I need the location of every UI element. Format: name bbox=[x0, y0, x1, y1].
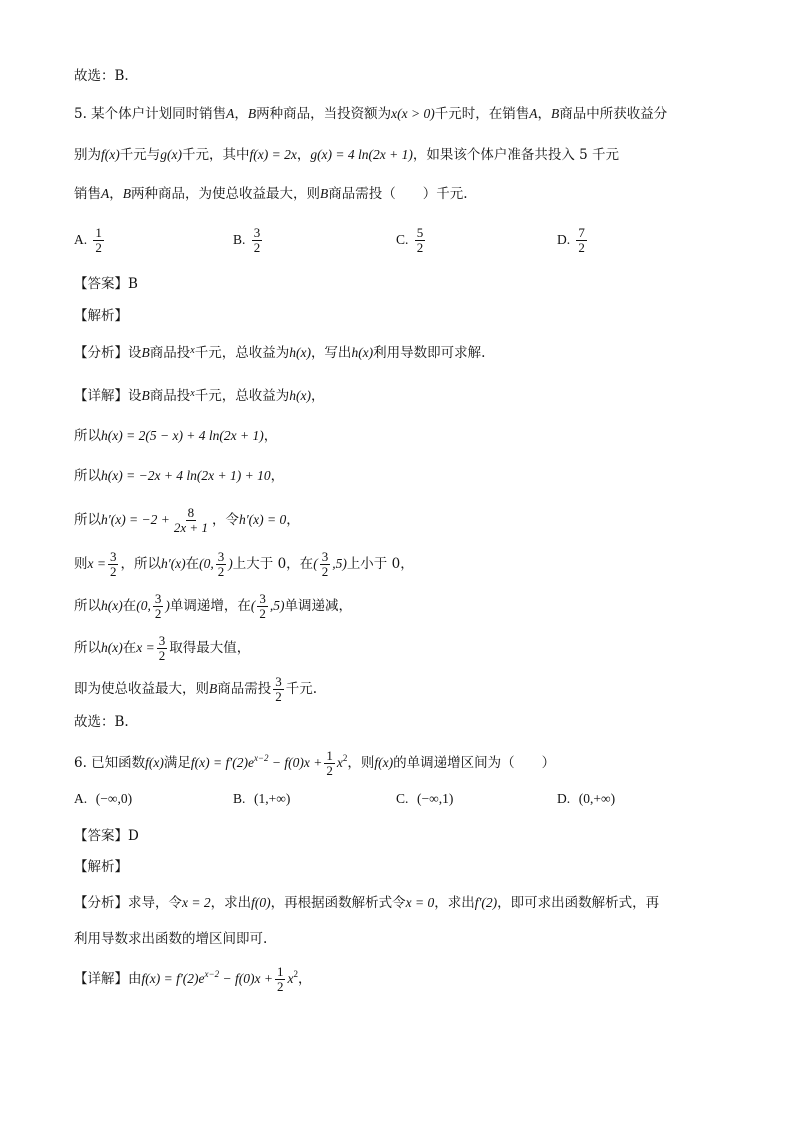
option-label: B. bbox=[233, 791, 246, 806]
math: ) bbox=[228, 556, 233, 571]
tag: 【详解】 bbox=[74, 388, 128, 404]
denominator: 2 bbox=[158, 648, 166, 663]
text: 即为使总收益最大，则 bbox=[74, 681, 209, 697]
q6-option-c bbox=[396, 789, 453, 809]
heading-text: 【解析】 bbox=[74, 308, 128, 324]
q5-option-a bbox=[74, 226, 106, 255]
fraction bbox=[324, 749, 335, 778]
text: 利用导数即可求解. bbox=[373, 345, 486, 361]
denominator: 2 bbox=[276, 979, 284, 994]
text: ，求出 bbox=[210, 895, 252, 911]
text: ，则 bbox=[347, 755, 375, 771]
math: h(x) bbox=[289, 388, 311, 403]
math: (0, bbox=[199, 556, 214, 571]
numerator: 3 bbox=[259, 591, 266, 606]
text: 求导，令 bbox=[128, 895, 182, 911]
denominator: 2 bbox=[95, 240, 102, 255]
q6-analysis-heading bbox=[74, 857, 128, 877]
q5-option-d bbox=[557, 226, 589, 255]
exponent: x−2 bbox=[253, 753, 269, 763]
denominator: 2 bbox=[416, 240, 424, 255]
math: h′(x) = −2 + bbox=[101, 512, 170, 527]
denominator: 2 bbox=[217, 564, 225, 579]
text: 则 bbox=[74, 556, 88, 572]
fraction bbox=[108, 550, 119, 579]
math: h(x) = −2x + 4 ln(2x + 1) + 10 bbox=[101, 468, 271, 483]
math: − f(0)x + bbox=[268, 755, 323, 770]
q5-stem-line1 bbox=[74, 104, 667, 124]
math: x bbox=[391, 106, 398, 121]
text: 商品投 bbox=[149, 388, 191, 404]
math: ( bbox=[250, 598, 256, 613]
numerator: 5 bbox=[416, 225, 424, 240]
fraction bbox=[320, 550, 331, 579]
math: B bbox=[320, 186, 329, 201]
option-value: (0,+∞) bbox=[578, 791, 616, 806]
option-fraction bbox=[252, 226, 263, 255]
math: f′(2) bbox=[474, 895, 498, 910]
text: 千元时，在销售 bbox=[434, 106, 530, 122]
math: A bbox=[529, 106, 538, 121]
denominator: 2 bbox=[154, 606, 162, 621]
text: ，令 bbox=[211, 512, 239, 528]
fraction bbox=[172, 506, 210, 535]
fraction bbox=[257, 592, 268, 621]
option-label: C. bbox=[396, 232, 409, 247]
text: 所以 bbox=[74, 468, 101, 484]
math: f(x) = f′(2)e bbox=[190, 755, 254, 770]
fraction bbox=[273, 675, 284, 704]
text: 千元，总收益为 bbox=[194, 345, 290, 361]
option-fraction bbox=[576, 226, 587, 255]
option-fraction bbox=[415, 226, 426, 255]
math: h(x) bbox=[101, 598, 123, 613]
text: 设 bbox=[128, 388, 142, 404]
q5-step-7 bbox=[74, 675, 317, 704]
math: B bbox=[141, 345, 150, 360]
q6-fenxi-line1 bbox=[74, 893, 659, 913]
text: 在 bbox=[122, 640, 137, 656]
text: 销售 bbox=[74, 186, 101, 202]
math: f(x) = 2x bbox=[249, 147, 297, 162]
text: 两种商品，为使总收益最大，则 bbox=[131, 186, 320, 202]
math: g(x) bbox=[160, 147, 182, 162]
math: x bbox=[287, 971, 294, 986]
math: x = 0 bbox=[405, 895, 435, 910]
math: x = 2 bbox=[182, 895, 211, 910]
math: B bbox=[551, 106, 560, 121]
denominator: 2 bbox=[275, 689, 282, 704]
q5-detail bbox=[74, 384, 324, 406]
denominator: 2 bbox=[253, 240, 261, 255]
answer-text: 【答案】B bbox=[74, 276, 138, 292]
math: B bbox=[122, 186, 131, 201]
math: f(x) bbox=[374, 755, 394, 770]
q5-option-b bbox=[233, 226, 264, 255]
math: (0, bbox=[136, 598, 151, 613]
tag: 【详解】 bbox=[74, 971, 128, 987]
text: 在 bbox=[185, 556, 200, 572]
denominator: 2 bbox=[259, 606, 266, 621]
math: h(x) bbox=[351, 345, 374, 360]
q6-option-d bbox=[557, 789, 615, 809]
text: 上小于 0， bbox=[346, 556, 414, 572]
text: 所以 bbox=[74, 640, 101, 656]
numerator: 3 bbox=[253, 225, 261, 240]
math: B bbox=[209, 681, 218, 696]
q6-fenxi-line2 bbox=[74, 929, 267, 949]
numerator: 3 bbox=[275, 674, 282, 689]
option-value: (−∞,1) bbox=[416, 791, 454, 806]
q6-option-a bbox=[74, 789, 132, 809]
option-value: (1,+∞) bbox=[253, 791, 291, 806]
denominator: 2x + 1 bbox=[173, 520, 208, 535]
exponent: 2 bbox=[342, 753, 348, 763]
q5-stem-line3 bbox=[74, 184, 468, 204]
text: ，再根据函数解析式令 bbox=[270, 895, 406, 911]
conclusion-text: 故选：B. bbox=[74, 68, 129, 84]
exponent: 2 bbox=[293, 969, 298, 979]
answer-text: 【答案】D bbox=[74, 828, 139, 844]
math: A bbox=[226, 106, 235, 121]
denominator: 2 bbox=[326, 763, 333, 778]
math: − f(0)x + bbox=[219, 971, 273, 986]
math: f(x) = f′(2)e bbox=[141, 971, 205, 986]
math: x = bbox=[136, 640, 155, 655]
text: ，所以 bbox=[120, 556, 161, 572]
text: 千元，总收益为 bbox=[194, 388, 290, 404]
math: h′(x) = 0 bbox=[238, 512, 287, 527]
tag: 【分析】 bbox=[74, 345, 128, 361]
text: 商品需投（ ）千元. bbox=[328, 186, 468, 202]
numerator: 1 bbox=[95, 225, 102, 240]
text: ，即可求出函数解析式，再 bbox=[497, 895, 660, 911]
math: f(x) bbox=[145, 755, 164, 770]
q6-answer bbox=[74, 826, 139, 846]
option-fraction bbox=[93, 226, 104, 255]
conclusion-text: 故选：B. bbox=[74, 714, 129, 730]
q5-answer bbox=[74, 274, 138, 294]
fraction bbox=[153, 592, 164, 621]
option-value: (−∞,0) bbox=[95, 791, 133, 806]
text: 上大于 0，在 bbox=[232, 556, 314, 572]
q4-conclusion bbox=[74, 66, 129, 86]
numerator: 3 bbox=[321, 549, 329, 564]
text: 取得最大值， bbox=[169, 640, 251, 656]
math: h′(x) bbox=[160, 556, 186, 571]
text: 利用导数求出函数的增区间即可. bbox=[74, 931, 268, 947]
q5-step-6 bbox=[74, 634, 250, 663]
text: 所以 bbox=[74, 598, 101, 614]
numerator: 1 bbox=[326, 748, 333, 763]
math: A bbox=[101, 186, 110, 201]
math: ,5) bbox=[269, 598, 285, 613]
text: ，写出 bbox=[310, 345, 352, 361]
exponent: x−2 bbox=[204, 969, 220, 979]
heading-text: 【解析】 bbox=[74, 859, 128, 875]
text: ， bbox=[263, 428, 278, 444]
q5-stem-line2 bbox=[74, 145, 619, 165]
math: x bbox=[190, 388, 195, 399]
denominator: 2 bbox=[578, 240, 585, 255]
q5-fenxi bbox=[74, 341, 485, 363]
text: ， bbox=[234, 106, 248, 122]
text: 设 bbox=[128, 345, 142, 361]
text: 单调递增，在 bbox=[169, 598, 251, 614]
option-label: A. bbox=[74, 232, 88, 247]
q5-step-1 bbox=[74, 426, 277, 446]
fraction bbox=[157, 634, 168, 663]
numerator: 3 bbox=[158, 633, 166, 648]
numerator: 3 bbox=[217, 549, 225, 564]
numerator: 1 bbox=[276, 964, 284, 979]
text: 所以 bbox=[74, 428, 101, 444]
math: B bbox=[247, 106, 257, 121]
math: ,5) bbox=[332, 556, 347, 571]
option-label: D. bbox=[557, 232, 571, 247]
text: ，如果该个体户准备共投入 5 千元 bbox=[412, 147, 620, 163]
numerator: 3 bbox=[109, 549, 117, 564]
text: ， bbox=[537, 106, 552, 122]
fraction bbox=[275, 965, 286, 994]
text: 商品投 bbox=[149, 345, 191, 361]
q6-option-b bbox=[233, 789, 290, 809]
text: 商品中所获收益分 bbox=[559, 106, 668, 122]
math: ( bbox=[313, 556, 318, 571]
tag: 【分析】 bbox=[74, 895, 128, 911]
text: 6. 已知函数 bbox=[74, 755, 146, 771]
text: 的单调递增区间为（ ） bbox=[393, 755, 556, 771]
text: ， bbox=[297, 971, 312, 987]
text: ， bbox=[296, 147, 311, 163]
text: ， bbox=[310, 388, 325, 404]
fraction bbox=[216, 550, 227, 579]
text: 在 bbox=[122, 598, 137, 614]
math: (x > 0) bbox=[397, 106, 435, 121]
option-label: A. bbox=[74, 791, 88, 806]
text: 千元. bbox=[285, 681, 318, 697]
text: 两种商品，当投资额为 bbox=[256, 106, 392, 122]
q5-option-c bbox=[396, 226, 427, 255]
q5-step-2 bbox=[74, 466, 284, 486]
math: B bbox=[141, 388, 150, 403]
text: 由 bbox=[128, 971, 142, 987]
text: 千元与 bbox=[119, 147, 161, 163]
math: ) bbox=[165, 598, 170, 613]
text: 千元，其中 bbox=[181, 147, 250, 163]
text: 所以 bbox=[74, 512, 101, 528]
denominator: 2 bbox=[109, 564, 117, 579]
denominator: 2 bbox=[321, 564, 329, 579]
numerator: 8 bbox=[187, 505, 195, 520]
math: x bbox=[190, 345, 195, 356]
text: ， bbox=[270, 468, 285, 484]
text: 满足 bbox=[163, 755, 191, 771]
math: f(x) bbox=[101, 147, 120, 162]
q5-analysis-heading bbox=[74, 306, 128, 326]
text: ，求出 bbox=[434, 895, 475, 911]
q5-step-3 bbox=[74, 506, 300, 535]
q5-step-5 bbox=[74, 592, 352, 621]
option-label: C. bbox=[396, 791, 409, 806]
text: ， bbox=[109, 186, 123, 202]
q6-detail bbox=[74, 964, 311, 994]
text: 单调递减， bbox=[284, 598, 352, 614]
math: h(x) bbox=[101, 640, 123, 655]
q6-stem bbox=[74, 748, 555, 778]
math: h(x) bbox=[289, 345, 311, 360]
text: 商品需投 bbox=[217, 681, 272, 697]
option-label: B. bbox=[233, 232, 246, 247]
text: 别为 bbox=[74, 147, 101, 163]
math: g(x) = 4 ln(2x + 1) bbox=[310, 147, 413, 162]
option-label: D. bbox=[557, 791, 571, 806]
math: x = bbox=[87, 556, 106, 571]
math: f(0) bbox=[251, 895, 271, 910]
text: 5. 某个体户计划同时销售 bbox=[74, 106, 227, 122]
q5-conclusion bbox=[74, 712, 129, 732]
numerator: 7 bbox=[578, 225, 585, 240]
math: x bbox=[336, 755, 343, 770]
math: h(x) = 2(5 − x) + 4 ln(2x + 1) bbox=[101, 428, 264, 443]
q5-step-4 bbox=[74, 550, 414, 579]
text: ， bbox=[286, 512, 300, 528]
numerator: 3 bbox=[154, 591, 162, 606]
